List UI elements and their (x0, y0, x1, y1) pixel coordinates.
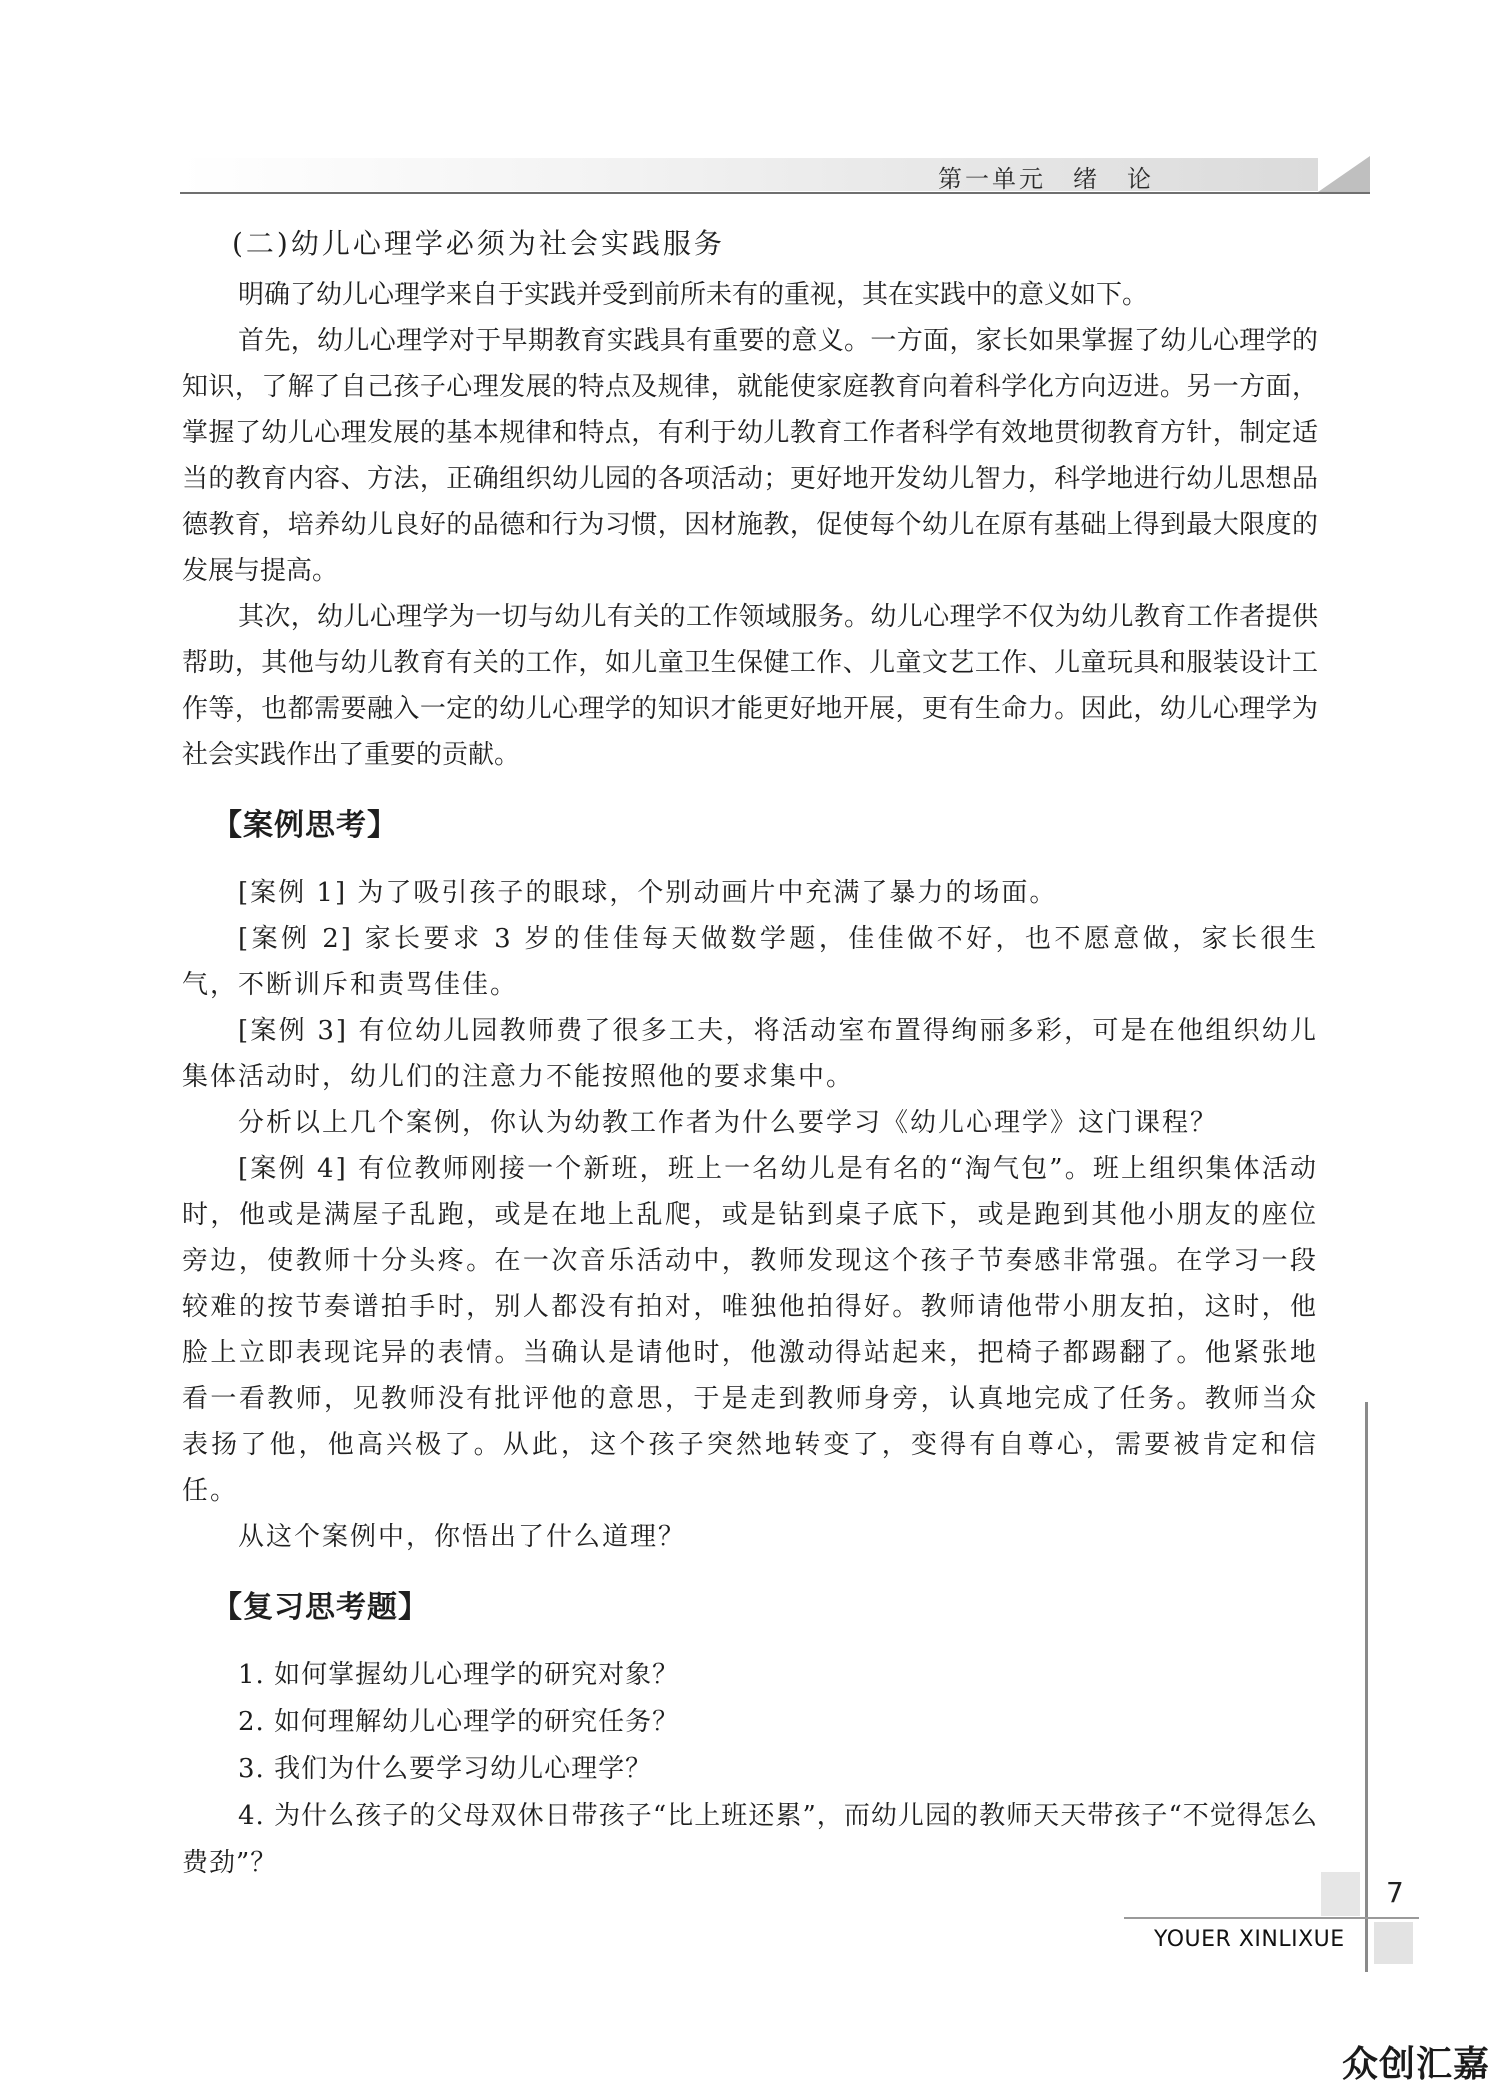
review-heading: 【复习思考题】 (212, 1590, 429, 1625)
paragraph: 明确了幼儿心理学来自于实践并受到前所未有的重视，其在实践中的意义如下。 (238, 280, 1149, 310)
case-study-heading: 【案例思考】 (212, 808, 398, 843)
review-question: 2. 如何理解幼儿心理学的研究任务？ (238, 1707, 680, 1737)
page-body (182, 222, 1318, 1887)
chapter-title: 第一单元 绪 论 (938, 165, 1154, 193)
book-title: YOUER XINLIXUE (1154, 1927, 1345, 1952)
case-question: 从这个案例中，你悟出了什么道理？ (238, 1522, 687, 1552)
review-question: 3. 我们为什么要学习幼儿心理学？ (238, 1754, 653, 1784)
margin-rule (1365, 1402, 1368, 1972)
paragraph: 其次，幼儿心理学为一切与幼儿有关的工作领域服务。幼儿心理学不仅为幼儿教育工作者提供帮助，其他与幼儿教育有关的工作，如儿童卫生保健工作、儿童文艺工作、儿童玩具和服装设计工作等，也都需要融入一定的幼儿心理学的知识才能更好地开展，更有生命力。因此，幼儿心理学为社会实践作出了重要的贡献。 (182, 602, 1318, 770)
footer-rule (1124, 1917, 1419, 1919)
case-question: 分析以上几个案例，你认为幼教工作者为什么要学习《幼儿心理学》这门课程？ (238, 1108, 1219, 1138)
review-question: 1. 如何掌握幼儿心理学的研究对象？ (238, 1660, 680, 1690)
page-number-box (1321, 1872, 1360, 1916)
case-item: [案例 4] 有位教师刚接一个新班，班上一名幼儿是有名的“淘气包”。班上组织集体活动时，他或是满屋子乱跑，或是在地上乱爬，或是钻到桌子底下，或是跑到其他小朋友的座位旁边，使教师十分头疼。在一次音乐活动中，教师发现这个孩子节奏感非常强。在学习一段较难的按节奏谱拍手时，别人都没有拍对，唯独他拍得好。教师请他带小朋友拍，这时，他脸上立即表现诧异的表情。当确认是请他时，他激动得站起来，把椅子都踢翻了。他紧张地看一看教师，见教师没有批评他的意思，于是走到教师身旁，认真地完成了任务。教师当众表扬了他，他高兴极了。从此，这个孩子突然地转变了，变得有自尊心，需要被肯定和信任。 (182, 1154, 1318, 1506)
header-rule (180, 192, 1370, 194)
case-item: [案例 1] 为了吸引孩子的眼球，个别动画片中充满了暴力的场面。 (238, 878, 1058, 908)
page-number: 7 (1386, 1876, 1404, 1909)
review-question: 4. 为什么孩子的父母双休日带孩子“比上班还累”，而幼儿园的教师天天带孩子“不觉得怎么费劲”？ (182, 1801, 1318, 1878)
case-item: [案例 2] 家长要求 3 岁的佳佳每天做数学题，佳佳做不好，也不愿意做，家长很生气，不断训斥和责骂佳佳。 (182, 924, 1318, 1000)
section-heading: (二)幼儿心理学必须为社会实践服务 (232, 227, 725, 260)
watermark-logo: 众创汇嘉 (1342, 2044, 1491, 2085)
header-corner-fold (1318, 156, 1370, 192)
header-band (180, 158, 1370, 191)
footer-box (1374, 1922, 1413, 1964)
case-item: [案例 3] 有位幼儿园教师费了很多工夫，将活动室布置得绚丽多彩，可是在他组织幼儿集体活动时，幼儿们的注意力不能按照他的要求集中。 (182, 1016, 1318, 1092)
paragraph: 首先，幼儿心理学对于早期教育实践具有重要的意义。一方面，家长如果掌握了幼儿心理学的知识，了解了自己孩子心理发展的特点及规律，就能使家庭教育向着科学化方向迈进。另一方面，掌握了幼儿心理发展的基本规律和特点，有利于幼儿教育工作者科学有效地贯彻教育方针，制定适当的教育内容、方法，正确组织幼儿园的各项活动；更好地开发幼儿智力，科学地进行幼儿思想品德教育，培养幼儿良好的品德和行为习惯，因材施教，促使每个幼儿在原有基础上得到最大限度的发展与提高。 (182, 326, 1318, 586)
